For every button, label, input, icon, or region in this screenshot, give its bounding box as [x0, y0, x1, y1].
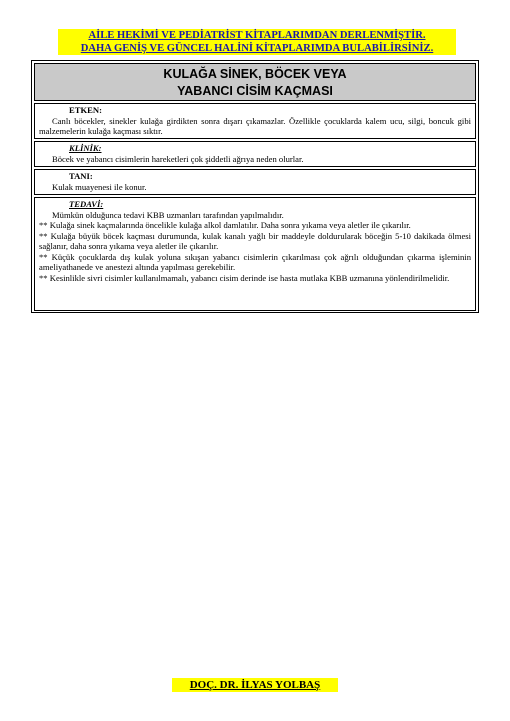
page-title	[34, 63, 476, 101]
tedavi-line: ** Kulağa büyük böcek kaçması durumunda, kulak kanalı yağlı bir maddeyle doldurularak böceğin 5-10 dakikada ölmesi sağlanır, daha sonra yıkama veya aletler ile çıkarılır.	[39, 230, 471, 251]
header-banner	[58, 29, 456, 55]
etken-text: Canlı böcekler, sinekler kulağa girdikten sonra dışarı çıkamazlar. Özellikle çocuklarda kalem ucu, silgi, boncuk gibi malzemelerin kulağa kaçması sıktır.	[39, 115, 471, 136]
klinik-text: Böcek ve yabancı cisimlerin hareketleri çok şiddetli ağrıya neden olurlar.	[52, 153, 304, 164]
section-tedavi	[34, 197, 476, 311]
section-tani	[34, 169, 476, 195]
banner-line-2: DAHA GENİŞ VE GÜNCEL HALİNİ KİTAPLARIMDA BULABİLİRSİNİZ.	[80, 43, 434, 54]
tedavi-line: ** Küçük çocuklarda dış kulak yoluna sıkışan yabancı cisimlerin çıkarılması çok ağrılı olduğundan çıkarma işleminin ameliyathanede ve anestezi altında yapılması gerekebilir.	[39, 251, 471, 272]
tedavi-line: ** Kulağa sinek kaçmalarında öncelikle kulağa alkol damlatılır. Daha sonra yıkama veya aletler ile çıkarılır.	[39, 220, 411, 230]
tani-text: Kulak muayenesi ile konur.	[52, 181, 147, 192]
tani-heading: TANI:	[69, 171, 93, 181]
section-klinik	[34, 141, 476, 167]
tedavi-heading: TEDAVİ:	[69, 199, 104, 209]
tedavi-line: ** Kesinlikle sivri cisimler kullanılmamalı, yabancı cisim derinde ise hasta mutlaka KBB uzmanına yönlendirilmelidir.	[39, 272, 450, 283]
klinik-heading: KLİNİK:	[69, 143, 102, 153]
title-line-2: YABANCI CİSİM KAÇMASI	[177, 84, 333, 98]
section-etken	[34, 103, 476, 139]
tedavi-line: Mümkün olduğunca tedavi KBB uzmanları tarafından yapılmalıdır.	[52, 209, 284, 220]
etken-heading: ETKEN:	[69, 105, 102, 115]
author-signature: DOÇ. DR. İLYAS YOLBAŞ	[172, 678, 338, 692]
title-line-1: KULAĞA SİNEK, BÖCEK VEYA	[163, 67, 347, 81]
content-frame	[31, 60, 479, 313]
banner-line-1: AİLE HEKİMİ VE PEDİATRİST KİTAPLARIMDAN DERLENMİŞTİR.	[88, 30, 426, 41]
